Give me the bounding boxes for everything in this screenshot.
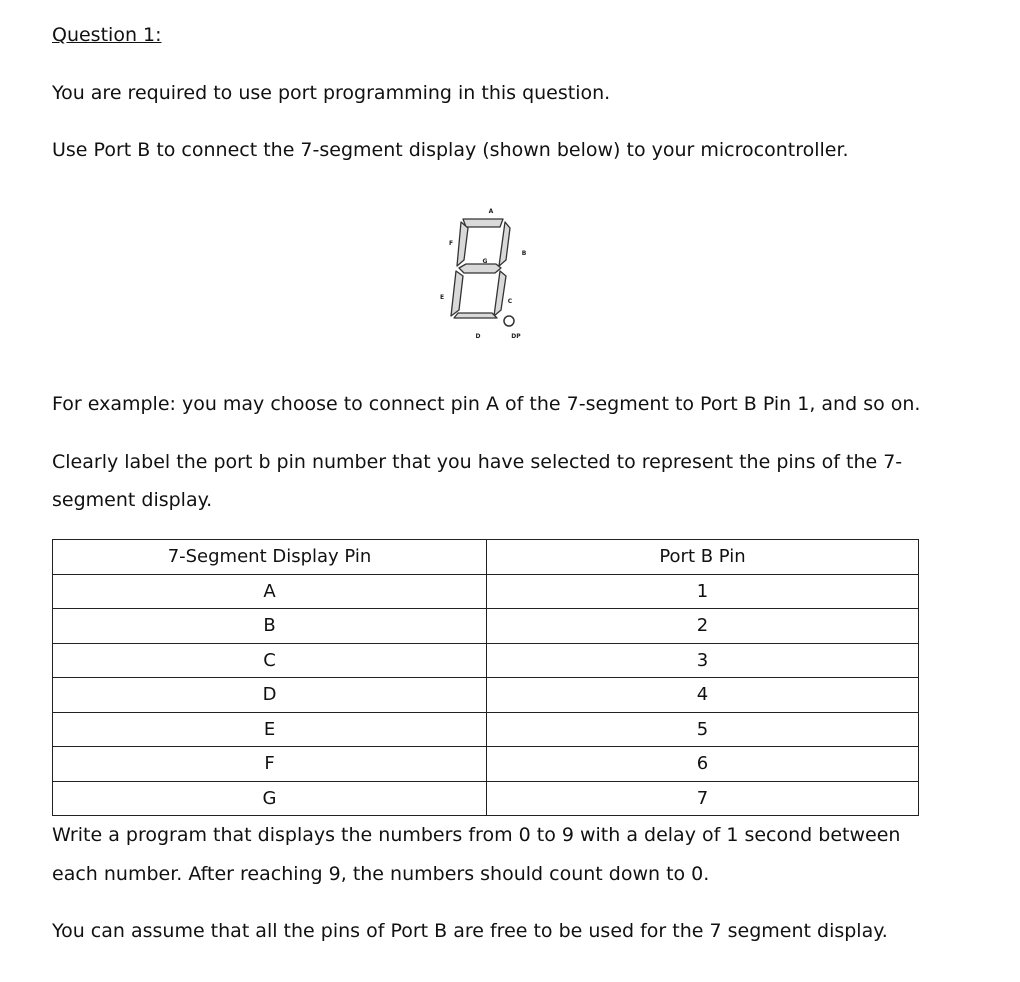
label-instruction-line-2: segment display. <box>52 489 213 511</box>
example-text: For example: you may choose to connect pin A of the 7-segment to Port B Pin 1, and so on. <box>52 393 921 415</box>
segment-pin-cell: C <box>53 643 487 678</box>
segment-f <box>457 222 468 266</box>
assumption-note: You can assume that all the pins of Port B are free to be used for the 7 segment display. <box>52 920 888 942</box>
label-d: D <box>475 333 481 340</box>
label-b: B <box>521 250 527 257</box>
segment-pin-cell: B <box>53 609 487 644</box>
segment-e <box>451 271 463 316</box>
label-dp: DP <box>511 333 521 340</box>
segment-pin-cell: A <box>53 574 487 609</box>
segment-b <box>499 222 510 266</box>
port-pin-cell: 4 <box>487 678 919 713</box>
segment-pin-cell: E <box>53 712 487 747</box>
table-row <box>53 712 919 747</box>
segment-a <box>463 219 503 227</box>
port-pin-cell: 2 <box>487 609 919 644</box>
table-row <box>53 678 919 713</box>
label-g: G <box>482 258 488 265</box>
port-pin-cell: 3 <box>487 643 919 678</box>
label-c: C <box>507 298 513 305</box>
port-pin-cell: 1 <box>487 574 919 609</box>
segment-dp <box>504 316 514 326</box>
instruction-port-programming: You are required to use port programming in this question. <box>52 82 611 104</box>
program-instruction-line-1: Write a program that displays the numbers from 0 to 9 with a delay of 1 second between <box>52 824 901 846</box>
seven-segment-diagram <box>430 200 540 350</box>
label-instruction-line-1: Clearly label the port b pin number that you have selected to represent the pins of the 7- <box>52 451 903 473</box>
table-header-row <box>53 540 919 575</box>
program-instruction-line-2: each number. After reaching 9, the numbers should count down to 0. <box>52 863 710 885</box>
table-row <box>53 574 919 609</box>
label-e: E <box>439 294 445 301</box>
header-segment-pin: 7-Segment Display Pin <box>53 540 487 575</box>
table-row <box>53 781 919 816</box>
port-pin-cell: 7 <box>487 781 919 816</box>
label-a: A <box>488 208 494 215</box>
segment-pin-cell: G <box>53 781 487 816</box>
instruction-use-port-b: Use Port B to connect the 7-segment display (shown below) to your microcontroller. <box>52 139 849 161</box>
label-f: F <box>448 240 454 247</box>
segment-d <box>454 313 497 318</box>
pin-mapping-table <box>52 539 919 816</box>
segment-g <box>459 264 501 273</box>
segment-pin-cell: F <box>53 747 487 782</box>
segment-pin-cell: D <box>53 678 487 713</box>
segment-c <box>494 271 506 316</box>
header-port-b-pin: Port B Pin <box>487 540 919 575</box>
table-row <box>53 609 919 644</box>
table-row <box>53 747 919 782</box>
port-pin-cell: 6 <box>487 747 919 782</box>
port-pin-cell: 5 <box>487 712 919 747</box>
table-row <box>53 643 919 678</box>
question-heading: Question 1: <box>52 24 162 46</box>
